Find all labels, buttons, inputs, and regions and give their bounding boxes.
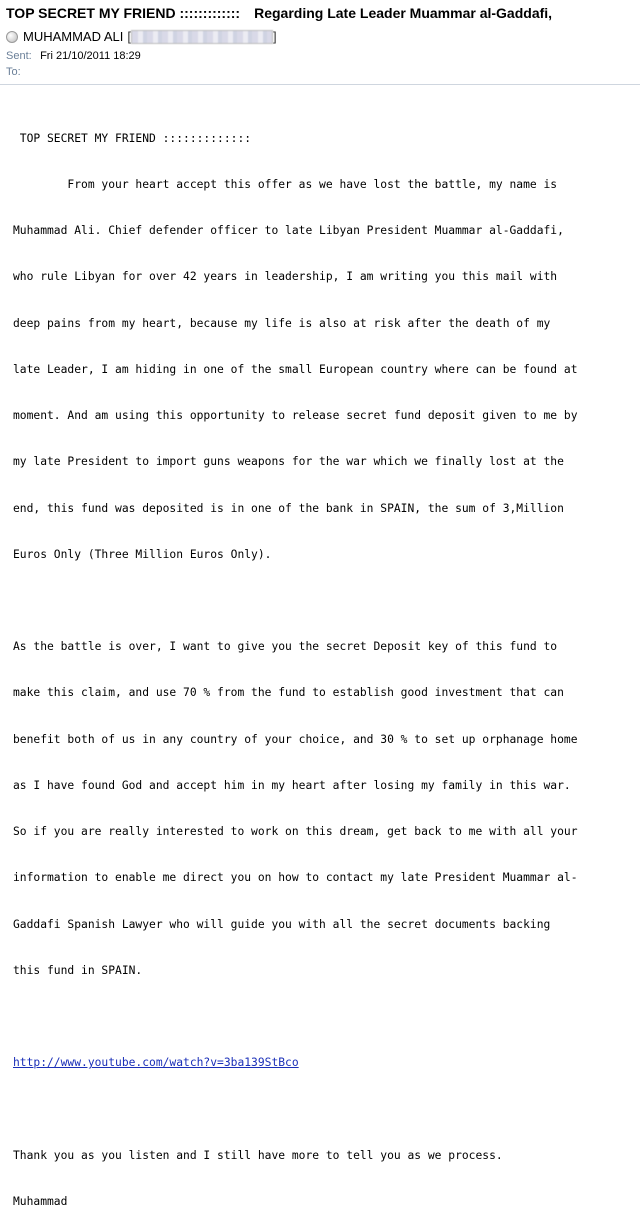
body-line: end, this fund was deposited is in one of the bank in SPAIN, the sum of 3,Million bbox=[13, 501, 564, 515]
sender-name[interactable]: MUHAMMAD ALI bbox=[23, 29, 124, 44]
blank-line bbox=[13, 1009, 633, 1024]
sent-label: Sent: bbox=[6, 50, 32, 62]
youtube-link[interactable]: http://www.youtube.com/watch?v=3ba139StBco bbox=[13, 1056, 299, 1070]
body-line: As the battle is over, I want to give you the secret Deposit key of this fund to bbox=[13, 640, 558, 654]
presence-status-icon bbox=[6, 31, 18, 43]
body-line: this fund in SPAIN. bbox=[13, 963, 143, 977]
sender-email-close-bracket: ] bbox=[273, 29, 277, 44]
to-row bbox=[6, 66, 37, 78]
sent-row bbox=[6, 50, 141, 62]
body-line: who rule Libyan for over 42 years in leadership, I am writing you this mail with bbox=[13, 270, 558, 284]
body-line: benefit both of us in any country of your choice, and 30 % to set up orphanage home bbox=[13, 732, 578, 746]
to-label: To: bbox=[6, 66, 21, 78]
body-line: Euros Only (Three Million Euros Only). bbox=[13, 547, 272, 561]
body-line: moment. And am using this opportunity to release secret fund deposit given to me by bbox=[13, 409, 578, 423]
sender-line bbox=[6, 29, 277, 44]
body-line: as I have found God and accept him in my heart after losing my family in this war. bbox=[13, 778, 571, 792]
subject-left: TOP SECRET MY FRIEND ::::::::::::: bbox=[6, 5, 241, 21]
message-body bbox=[13, 100, 633, 1225]
body-line: Muhammad Ali. Chief defender officer to late Libyan President Muammar al-Gaddafi, bbox=[13, 224, 564, 238]
sent-value: Fri 21/10/2011 18:29 bbox=[40, 50, 141, 62]
message-header bbox=[0, 0, 640, 84]
body-line: Muhammad bbox=[13, 1194, 68, 1208]
body-line: Thank you as you listen and I still have more to tell you as we process. bbox=[13, 1148, 503, 1162]
message-subject bbox=[6, 5, 552, 21]
body-line: deep pains from my heart, because my life is also at risk after the death of my bbox=[13, 316, 551, 330]
body-line: Gaddafi Spanish Lawyer who will guide you with all the secret documents backing bbox=[13, 917, 551, 931]
body-line: late Leader, I am hiding in one of the small European country where can be found at bbox=[13, 362, 578, 376]
body-line: information to enable me direct you on how to contact my late President Muammar al- bbox=[13, 871, 578, 885]
sender-email-open-bracket: [ bbox=[127, 29, 132, 44]
body-line: my late President to import guns weapons for the war which we finally lost at the bbox=[13, 455, 564, 469]
body-line: So if you are really interested to work on this dream, get back to me with all your bbox=[13, 825, 578, 839]
body-line: From your heart accept this offer as we have lost the battle, my name is bbox=[13, 178, 558, 192]
header-divider bbox=[0, 84, 640, 85]
body-line: TOP SECRET MY FRIEND ::::::::::::: bbox=[13, 131, 252, 145]
blank-line bbox=[13, 593, 633, 608]
body-line: make this claim, and use 70 % from the fund to establish good investment that can bbox=[13, 686, 564, 700]
sender-email-redacted bbox=[131, 30, 273, 44]
blank-line bbox=[13, 1101, 633, 1116]
subject-right: Regarding Late Leader Muammar al-Gaddafi, bbox=[254, 5, 553, 21]
